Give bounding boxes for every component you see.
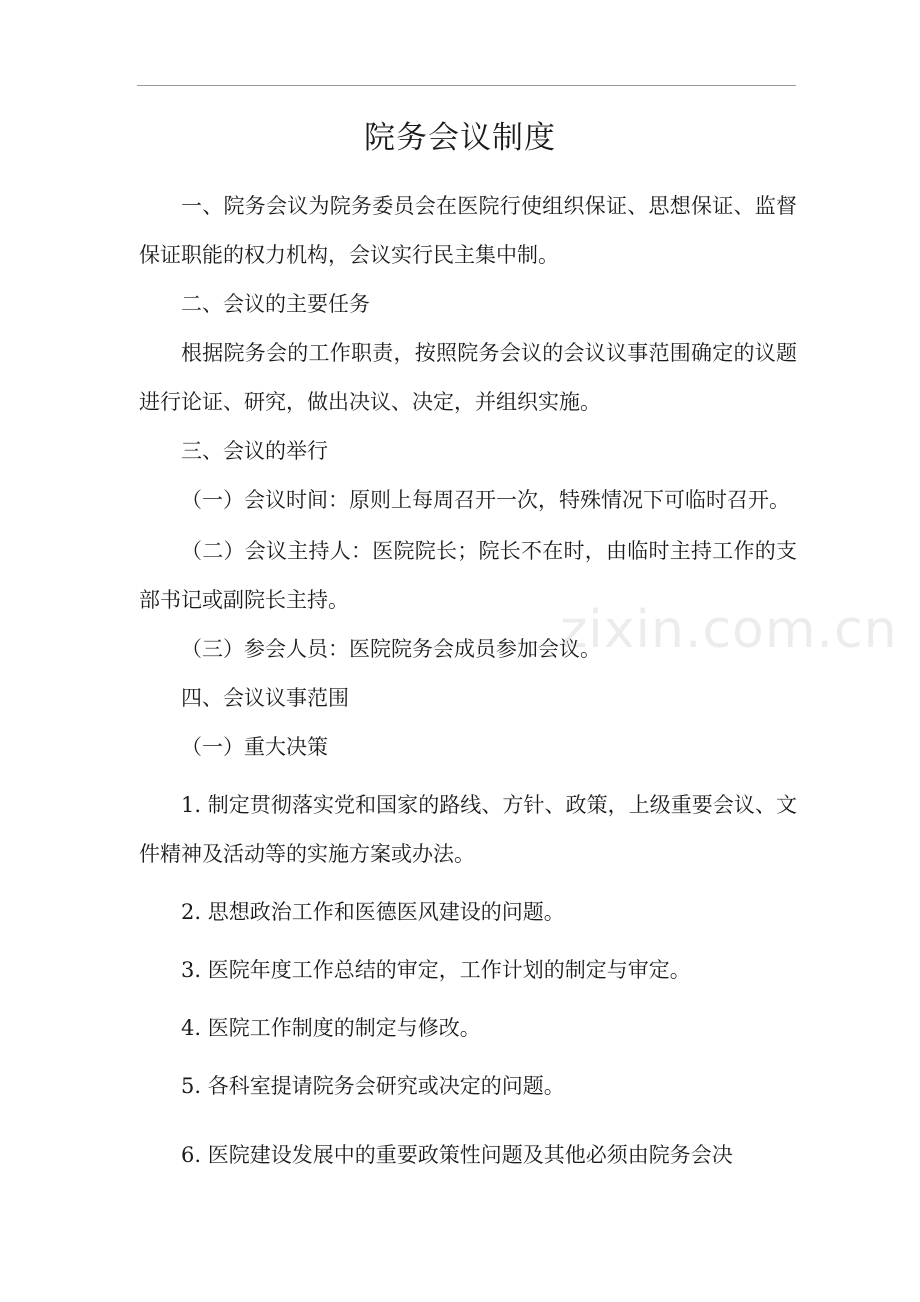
paragraph-9: （一）重大决策 bbox=[181, 735, 328, 759]
list-item-4: 4. 医院工作制度的制定与修改。 bbox=[181, 1016, 481, 1040]
list-item-5: 5. 各科室提请院务会研究或决定的问题。 bbox=[181, 1074, 565, 1098]
header-rule bbox=[137, 85, 796, 86]
paragraph-7: （三）参会人员：医院院务会成员参加会议。 bbox=[181, 637, 601, 661]
paragraph-6: （二）会议主持人：医院院长；院长不在时，由临时主持工作的支部书记或副院长主持。 bbox=[139, 539, 797, 612]
list-item-6: 6. 医院建设发展中的重要政策性问题及其他必须由院务会决 bbox=[181, 1143, 733, 1167]
paragraph-8: 四、会议议事范围 bbox=[181, 686, 349, 710]
paragraph-5: （一）会议时间：原则上每周召开一次，特殊情况下可临时召开。 bbox=[181, 488, 790, 512]
paragraph-2: 二、会议的主要任务 bbox=[181, 292, 370, 316]
paragraph-4: 三、会议的举行 bbox=[181, 439, 328, 463]
document-title: 院务会议制度 bbox=[364, 120, 556, 156]
list-item-3: 3. 医院年度工作总结的审定，工作计划的制定与审定。 bbox=[181, 958, 691, 982]
paragraph-3: 根据院务会的工作职责，按照院务会议的会议议事范围确定的议题进行论证、研究，做出决议、决定，并组织实施。 bbox=[139, 341, 797, 414]
paragraph-1: 一、院务会议为院务委员会在医院行使组织保证、思想保证、监督保证职能的权力机构，会议实行民主集中制。 bbox=[139, 194, 797, 267]
watermark: zixin.com.cn bbox=[560, 600, 898, 660]
list-item-1: 1. 制定贯彻落实党和国家的路线、方针、政策，上级重要会议、文件精神及活动等的实施方案或办法。 bbox=[139, 793, 797, 866]
document-body bbox=[139, 182, 797, 1180]
list-item-2: 2. 思想政治工作和医德医风建设的问题。 bbox=[181, 900, 565, 924]
